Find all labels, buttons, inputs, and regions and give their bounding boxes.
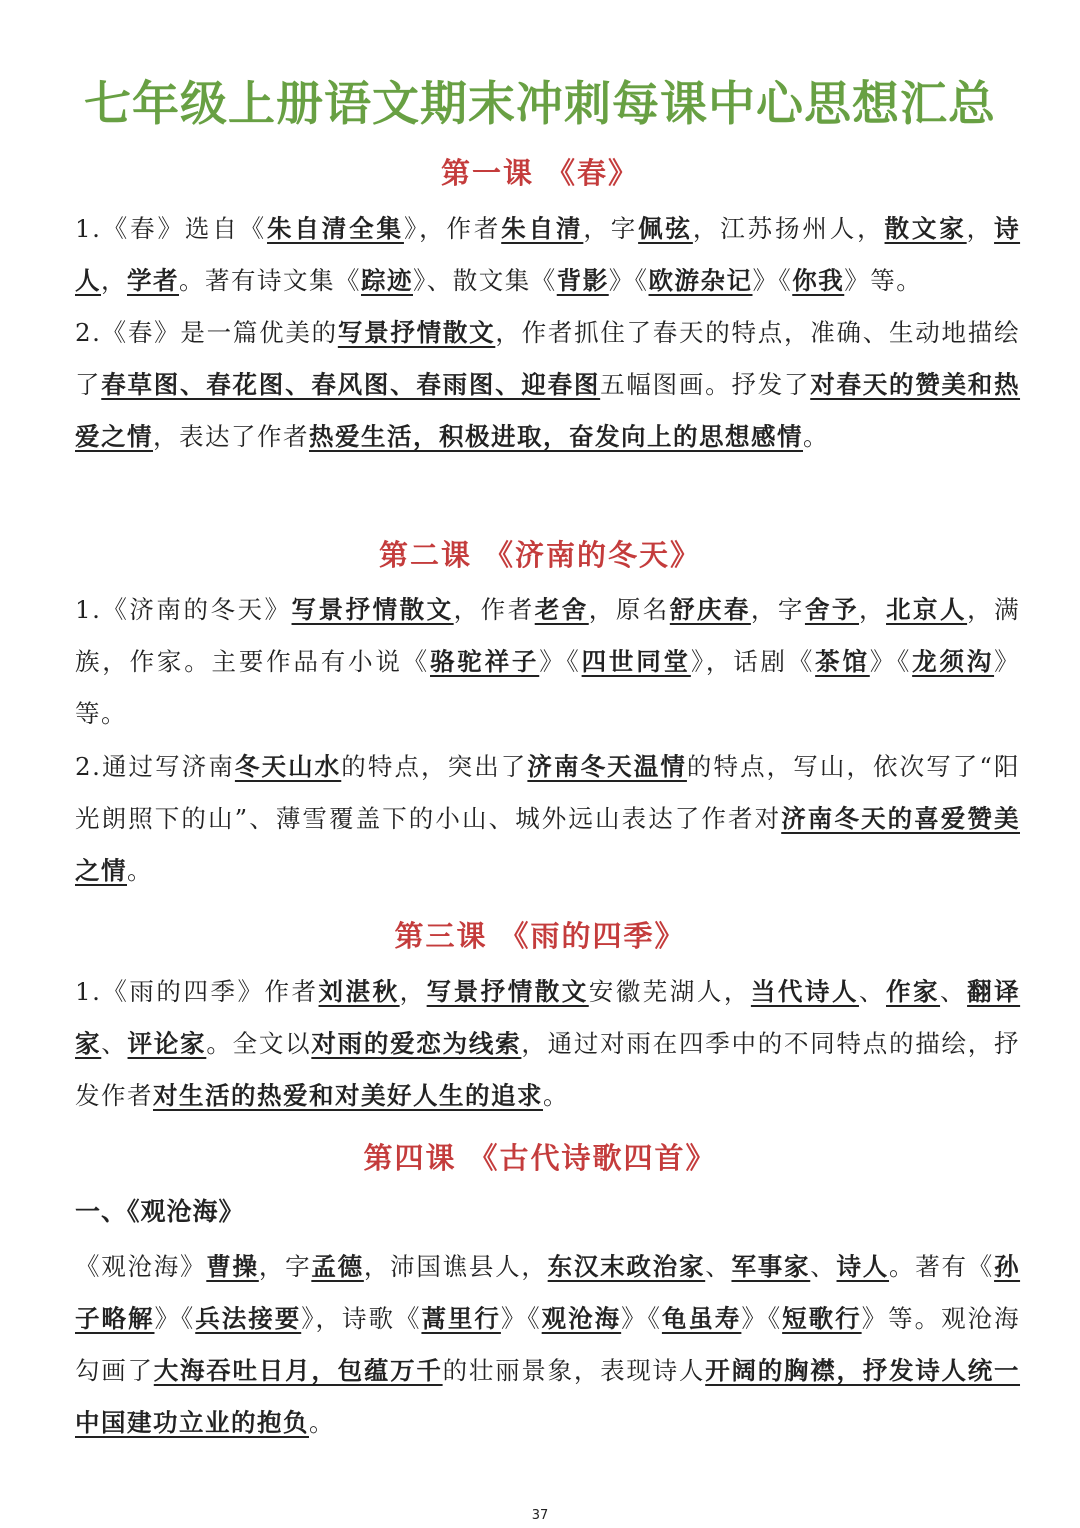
key-term: 骆驼祥子 [430,647,540,676]
text-run: ，通过对雨在四季中的不同特点的描绘，抒发作者 [75,1029,1021,1110]
text-run: 。 [127,856,153,885]
text-run: ，字 [258,1252,312,1281]
key-term: 当代诗人 [750,977,859,1006]
key-term: 茶馆 [815,647,870,676]
text-run: 》，话剧《 [690,647,816,676]
key-term: 北京人 [886,595,968,624]
key-term: 朱自清 [501,214,584,243]
text-run: 。 [309,1408,335,1437]
key-term: 冬天山水 [234,752,342,781]
text-run: 》《 [741,1304,783,1333]
lesson-2-paragraph-2 [75,741,1020,897]
text-run: ，作者 [453,595,535,624]
text-run: 。 [803,422,829,451]
text-run: ，表达了作者 [153,422,309,451]
text-run: 1.《济南的冬天》 [75,595,292,624]
text-run: ，原名 [588,595,670,624]
text-run: 2.《春》是一篇优美的 [75,318,338,347]
key-term: 春草图、春花图、春风图、春雨图、迎春图 [101,370,601,399]
key-term: 观沧海 [541,1304,622,1333]
text-run: ，字 [583,214,639,243]
key-term: 作家 [886,977,941,1006]
key-term: 曹操 [206,1252,259,1281]
text-run: ，满族，作家。主要作品有小说《 [75,595,1021,676]
text-run: 。著有《 [889,1252,995,1281]
text-run: ，江苏扬州人， [692,214,885,243]
text-run: 安徽芜湖人， [588,977,751,1006]
text-run: 》《 [752,266,793,295]
key-term: 军事家 [731,1252,811,1281]
text-run: 。 [543,1081,569,1110]
key-term: 写景抒情散文 [291,595,454,624]
poem-subheading: 一、《观沧海》 [75,1197,245,1226]
text-run: 、 [705,1252,732,1281]
text-run: 》等。观沧海勾画了 [75,1304,1021,1385]
key-term: 舒庆春 [669,595,751,624]
key-term: 老舍 [534,595,589,624]
key-term: 孟德 [311,1252,364,1281]
key-term: 济南冬天的喜爱赞美之情 [75,804,1020,885]
text-run: ， [966,214,995,243]
key-term: 写景抒情散文 [426,977,589,1006]
text-run: 》等。 [75,647,1021,728]
page-title: 七年级上册语文期末冲刺每课中心思想汇总 [84,77,996,132]
text-run: 、 [810,1252,837,1281]
text-run: 、 [940,977,968,1006]
text-run: 的特点，写山，依次写了“阳光朗照下的山”、薄雪覆盖下的小山、城外远山表达了作者对 [75,752,1021,833]
text-run: 2.通过写济南 [75,752,235,781]
key-term: 龟虽寿 [661,1304,742,1333]
lesson-1-paragraph-2 [75,307,1020,463]
key-term: 对生活的热爱和对美好人生的追求 [153,1081,543,1110]
lesson-3-paragraph-1 [75,966,1020,1122]
key-term: 对春天的赞美和热爱之情 [75,370,1021,451]
text-run: 、 [101,1029,128,1058]
text-run: ，沛国谯县人， [363,1252,548,1281]
lesson-1-paragraph-1 [75,203,1020,307]
lesson-2-paragraph-1 [75,584,1020,740]
key-term: 对雨的爱恋为线索 [311,1029,522,1058]
text-run: 。著有诗文集《 [179,266,361,295]
text-run: 的壮丽景象，表现诗人 [442,1356,706,1385]
key-term: 舍予 [804,595,859,624]
text-run: ， [399,977,427,1006]
text-run: ， [858,595,887,624]
text-run: 。全文以 [206,1029,312,1058]
key-term: 孙子略解 [75,1252,1021,1333]
key-term: 蒿里行 [421,1304,501,1333]
key-term: 东汉末政治家 [547,1252,706,1281]
text-run: ，作者抓住了春天的特点，准确、生动地描绘了 [75,318,1021,399]
key-term: 热爱生活，积极进取，奋发向上的思想感情 [309,422,803,451]
key-term: 背影 [556,266,609,295]
text-run: 1.《雨的四季》作者 [75,977,319,1006]
key-term: 诗人 [75,214,1021,295]
key-term: 济南冬天温情 [527,752,687,781]
key-term: 朱自清全集 [267,214,404,243]
key-term: 欧游杂记 [648,266,753,295]
key-term: 评论家 [127,1029,207,1058]
text-run: 1.《春》选自《 [75,214,268,243]
key-term: 你我 [792,266,845,295]
key-term: 四世同堂 [581,647,691,676]
key-term: 刘湛秋 [318,977,400,1006]
text-run: 》《 [539,647,582,676]
text-run: 》《 [154,1304,196,1333]
key-term: 翻译家 [75,977,1021,1058]
key-term: 学者 [127,266,179,295]
text-run: 》，作者 [403,214,502,243]
text-run: 《观沧海》 [75,1252,207,1281]
text-run: 》，诗歌《 [301,1304,422,1333]
lesson-4-heading: 第四课 《古代诗歌四首》 [363,1141,717,1175]
key-term: 佩弦 [638,214,693,243]
key-term: 短歌行 [782,1304,862,1333]
text-run: 》《 [869,647,913,676]
key-term: 散文家 [884,214,967,243]
text-run: 》《 [500,1304,542,1333]
text-run: 》、散文集《 [413,266,557,295]
key-term: 兵法接要 [195,1304,302,1333]
text-run: 》《 [608,266,649,295]
key-term: 诗人 [836,1252,890,1281]
text-run: 的特点，突出了 [341,752,528,781]
key-term: 开阔的胸襟，抒发诗人统一中国建功立业的抱负 [75,1356,1021,1437]
lesson-3-heading: 第三课 《雨的四季》 [394,919,686,953]
text-run: 》《 [621,1304,662,1333]
key-term: 写景抒情散文 [337,318,496,347]
lesson-4-paragraph-1 [75,1241,1020,1449]
lesson-2-heading: 第二课 《济南的冬天》 [378,538,702,572]
text-run: 》等。 [844,266,923,295]
key-term: 踪迹 [361,266,413,295]
lesson-1-heading: 第一课 《春》 [440,156,640,190]
page-number: 37 [531,1508,549,1523]
text-run: ， [101,266,127,295]
text-run: 五幅图画。抒发了 [600,370,811,399]
key-term: 龙须沟 [912,647,995,676]
text-run: ，字 [750,595,805,624]
text-run: 、 [858,977,886,1006]
key-term: 大海吞吐日月，包蕴万千 [153,1356,443,1385]
